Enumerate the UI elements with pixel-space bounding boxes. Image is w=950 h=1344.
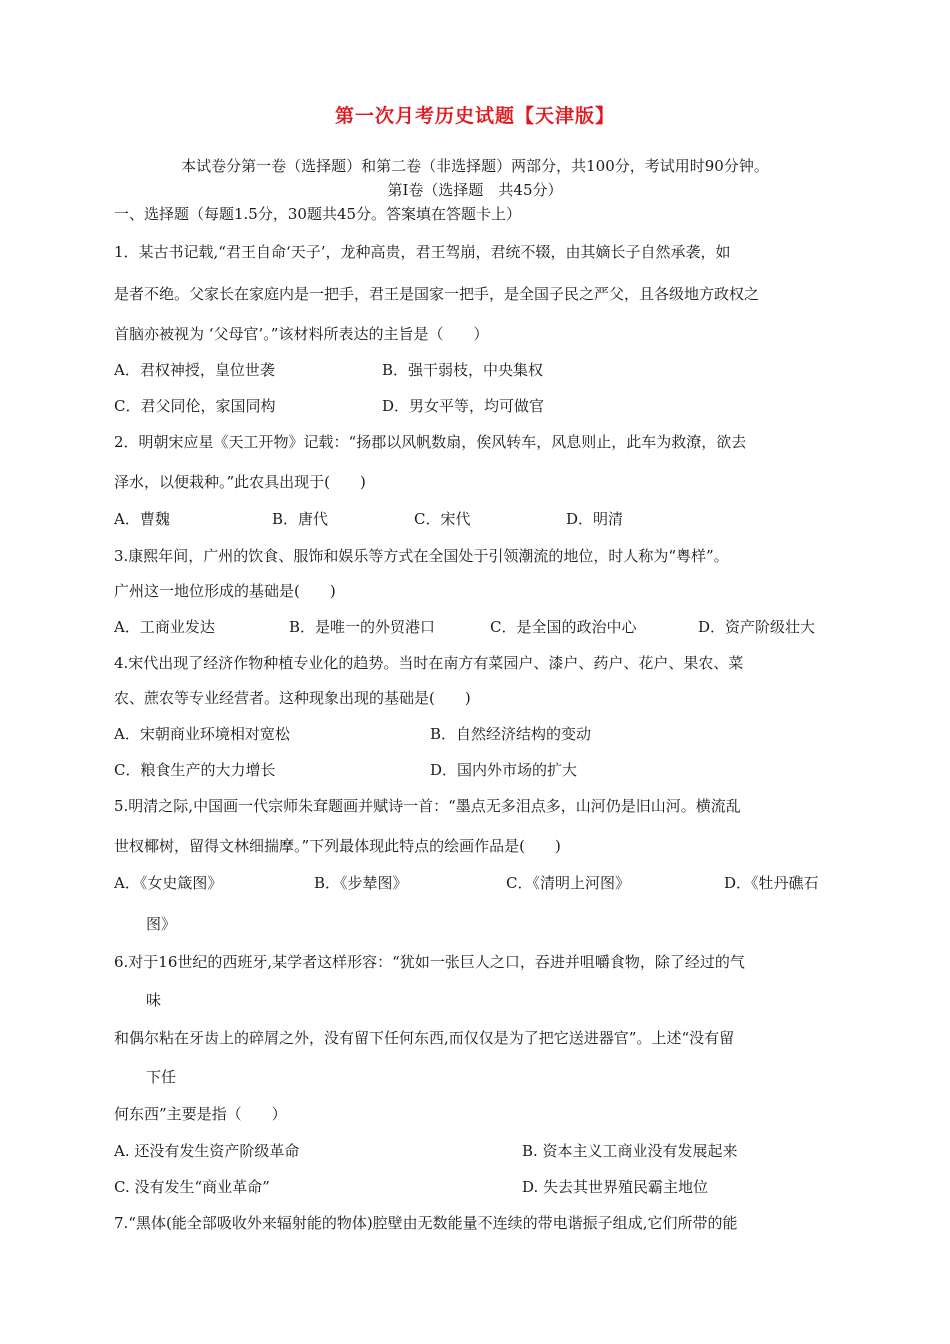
q4-option-c: C．粮食生产的大力增长 <box>114 761 276 779</box>
q4-stem-line2: 农、蔗农等专业经营者。这种现象出现的基础是( ) <box>114 689 471 707</box>
q6-stem-line2-wrap: 下任 <box>146 1068 177 1086</box>
q6-stem-line2: 和偶尔粘在牙齿上的碎屑之外，没有留下任何东西,而仅仅是为了把它送进器官”。上述“没有留 <box>114 1029 735 1047</box>
q3-stem-line1: 3.康熙年间，广州的饮食、服饰和娱乐等方式在全国处于引领潮流的地位，时人称为“粤样”。 <box>114 547 729 565</box>
q4-option-d: D．国内外市场的扩大 <box>430 761 578 779</box>
q2-option-b: B．唐代 <box>272 510 329 528</box>
page-title: 第一次月考历史试题【天津版】 <box>334 105 615 127</box>
q6-option-a: A. 还没有发生资产阶级革命 <box>114 1142 300 1160</box>
q1-option-a: A．君权神授，皇位世袭 <box>114 361 275 379</box>
q6-stem-line1-wrap: 味 <box>146 991 162 1009</box>
q5-option-d-continued: 图》 <box>146 915 177 933</box>
q6-stem-line1: 6.对于16世纪的西班牙,某学者这样形容：“犹如一张巨人之口，吞进并咀嚼食物，除了经过的气 <box>114 953 745 971</box>
section-heading: 一、选择题（每题1.5分，30题共45分。答案填在答题卡上） <box>114 205 522 223</box>
q2-option-c: C．宋代 <box>414 510 471 528</box>
q5-stem-line1: 5.明清之际,中国画一代宗师朱耷题画并赋诗一首：“墨点无多泪点多，山河仍是旧山河。横流乱 <box>114 797 741 815</box>
q2-option-d: D．明清 <box>566 510 624 528</box>
volume-heading: 第Ⅰ卷（选择题 共45分） <box>387 181 563 199</box>
q2-option-a: A．曹魏 <box>114 510 170 528</box>
q2-stem-line2: 泽水，以便栽种。”此农具出现于( ) <box>114 473 366 491</box>
q1-option-d: D．男女平等，均可做官 <box>382 397 545 415</box>
q3-option-c: C．是全国的政治中心 <box>490 618 637 636</box>
q3-option-b: B．是唯一的外贸港口 <box>289 618 436 636</box>
q3-option-d: D．资产阶级壮大 <box>698 618 816 636</box>
q3-stem-line2: 广州这一地位形成的基础是( ) <box>114 582 336 600</box>
q1-option-b: B．强干弱枝，中央集权 <box>382 361 544 379</box>
q6-option-b: B. 资本主义工商业没有发展起来 <box>522 1142 738 1160</box>
q1-stem-line1: 1．某古书记载,“君王自命‘天子’，龙种高贵，君王驾崩，君统不辍，由其嫡长子自然承袭，如 <box>114 243 731 261</box>
q1-stem-line3: 首脑亦被视为 ‘父母官’。”该材料所表达的主旨是（ ） <box>114 325 489 343</box>
q5-option-b: B．《步辇图》 <box>314 874 408 892</box>
q4-option-a: A．宋朝商业环境相对宽松 <box>114 725 290 743</box>
q4-stem-line1: 4.宋代出现了经济作物种植专业化的趋势。当时在南方有菜园户、漆户、药户、花户、果农、菜 <box>114 654 744 672</box>
q6-option-c: C. 没有发生“商业革命” <box>114 1178 270 1196</box>
q2-stem-line1: 2．明朝宋应星《天工开物》记载：“扬郡以风帆数扇，俟风转车，风息则止，此车为救潦，欲去 <box>114 433 747 451</box>
q3-option-a: A．工商业发达 <box>114 618 215 636</box>
q5-option-a: A．《女史箴图》 <box>114 874 223 892</box>
q5-option-c: C．《清明上河图》 <box>506 874 630 892</box>
q1-option-c: C．君父同伦，家国同构 <box>114 397 276 415</box>
q7-stem-line1: 7.“黑体(能全部吸收外来辐射能的物体)腔壁由无数能量不连续的带电谐振子组成,它们所带的能 <box>114 1214 738 1232</box>
intro-text: 本试卷分第一卷（选择题）和第二卷（非选择题）两部分，共100分，考试用时90分钟。 <box>181 157 769 175</box>
q6-stem-line3: 何东西”主要是指（ ） <box>114 1105 287 1123</box>
q6-option-d: D. 失去其世界殖民霸主地位 <box>522 1178 709 1196</box>
q5-option-d: D．《牡丹礁石 <box>724 874 819 892</box>
q5-stem-line2: 世杈椰树，留得文林细揣摩。”下列最体现此特点的绘画作品是( ) <box>114 837 561 855</box>
q1-stem-line2: 是者不绝。父家长在家庭内是一把手，君王是国家一把手，是全国子民之严父，且各级地方政权之 <box>114 285 760 303</box>
q4-option-b: B．自然经济结构的变动 <box>430 725 592 743</box>
